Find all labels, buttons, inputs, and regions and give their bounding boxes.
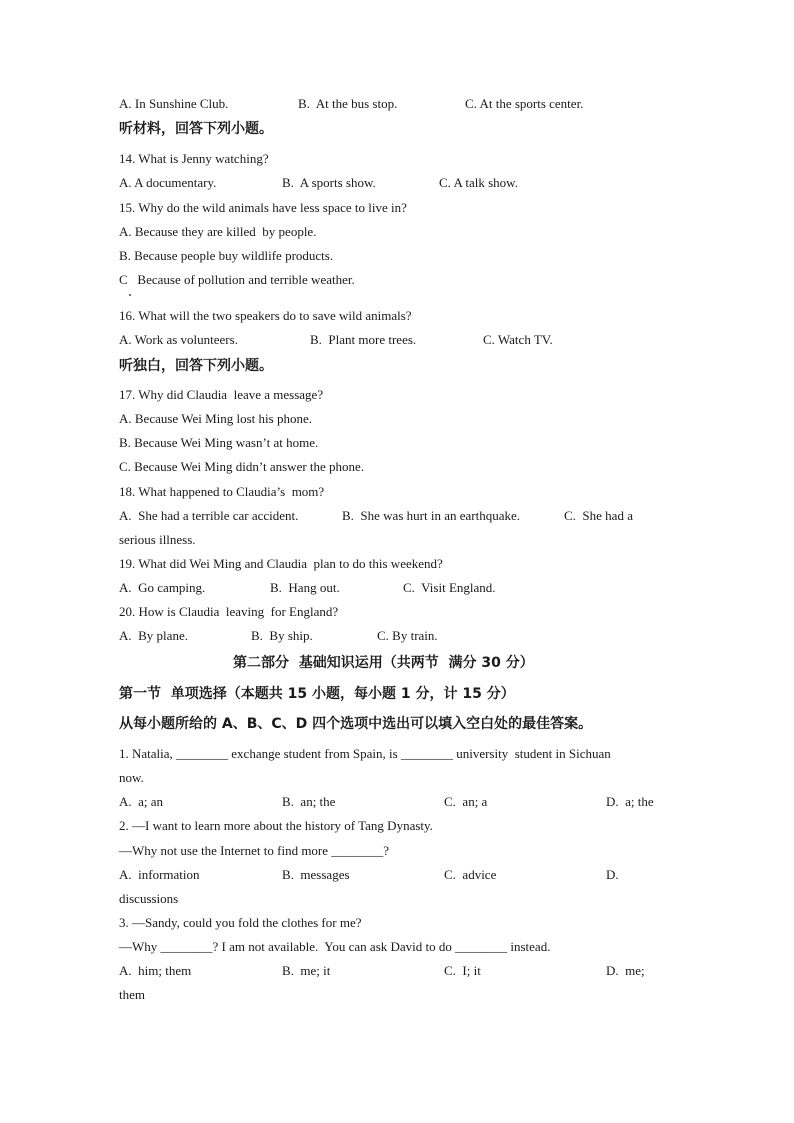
q15-option-a: A. Because they are killed by people. — [119, 224, 317, 239]
stray-dot — [129, 294, 131, 296]
q17-option-c: C. Because Wei Ming didn’t answer the phone. — [119, 459, 365, 474]
mc2-option-d: D. — [606, 867, 619, 882]
mc3-question: 3. —Sandy, could you fold the clothes for me? — [119, 915, 362, 930]
q15-option-b: B. Because people buy wildlife products. — [119, 248, 334, 263]
q14-option-a: A. A documentary. — [119, 175, 217, 190]
q18-question: 18. What happened to Claudia’s mom? — [119, 484, 325, 499]
q16-option-c: C. Watch TV. — [483, 332, 553, 347]
q20-question: 20. How is Claudia leaving for England? — [119, 604, 339, 619]
q16-option-a: A. Work as volunteers. — [119, 332, 238, 347]
q17-option-a: A. Because Wei Ming lost his phone. — [119, 411, 312, 426]
q18-option-c-continued: serious illness. — [119, 532, 196, 547]
q19-question: 19. What did Wei Ming and Claudia plan to do this weekend? — [119, 556, 443, 571]
q17-option-b: B. Because Wei Ming wasn’t at home. — [119, 435, 319, 450]
mc3-option-a: A. him; them — [119, 963, 192, 978]
mc2-option-c: C. advice — [444, 867, 497, 882]
q18-option-a: A. She had a terrible car accident. — [119, 508, 299, 523]
q13-option-b: B. At the bus stop. — [298, 96, 398, 111]
q13-option-c: C. At the sports center. — [465, 96, 584, 111]
mc2-option-d-continued: discussions — [119, 891, 179, 906]
q19-option-a: A. Go camping. — [119, 580, 206, 595]
q13-option-a: A. In Sunshine Club. — [119, 96, 229, 111]
listen-material-header: 听材料，回答下列小题。 — [119, 121, 273, 137]
q19-option-c: C. Visit England. — [403, 580, 496, 595]
q15-question: 15. Why do the wild animals have less space to live in? — [119, 200, 407, 215]
mc2-question: 2. —I want to learn more about the history of Tang Dynasty. — [119, 818, 433, 833]
mc1-option-d: D. a; the — [606, 794, 654, 809]
q17-question: 17. Why did Claudia leave a message? — [119, 387, 324, 402]
q15-option-c: C Because of pollution and terrible weather. — [119, 272, 355, 287]
q18-option-c: C. She had a — [564, 508, 633, 523]
mc1-option-a: A. a; an — [119, 794, 164, 809]
q14-option-c: C. A talk show. — [439, 175, 518, 190]
q20-option-b: B. By ship. — [251, 628, 313, 643]
mc2-option-a: A. information — [119, 867, 200, 882]
q20-option-a: A. By plane. — [119, 628, 188, 643]
mc1-question: 1. Natalia, ________ exchange student from Spain, is ________ university student in Sichuan — [119, 746, 611, 761]
mc2-option-b: B. messages — [282, 867, 350, 882]
q19-option-b: B. Hang out. — [270, 580, 340, 595]
listen-monologue-header: 听独白，回答下列小题。 — [119, 358, 273, 374]
mc3-reply: —Why ________? I am not available. You can ask David to do ________ instead. — [119, 939, 551, 954]
mc3-option-d-continued: them — [119, 987, 145, 1002]
q16-question: 16. What will the two speakers do to save wild animals? — [119, 308, 412, 323]
q14-question: 14. What is Jenny watching? — [119, 151, 269, 166]
mc3-option-b: B. me; it — [282, 963, 331, 978]
part2-title: 第二部分 基础知识运用（共两节 满分 30 分） — [233, 655, 534, 671]
section1-instruction: 从每小题所给的 A、B、C、D 四个选项中选出可以填入空白处的最佳答案。 — [119, 716, 593, 732]
mc1-option-b: B. an; the — [282, 794, 336, 809]
section1-title: 第一节 单项选择（本题共 15 小题，每小题 1 分，计 15 分） — [119, 686, 515, 702]
q18-option-b: B. She was hurt in an earthquake. — [342, 508, 520, 523]
mc2-reply: —Why not use the Internet to find more ________? — [119, 843, 390, 858]
q14-option-b: B. A sports show. — [282, 175, 376, 190]
mc1-question-continued: now. — [119, 770, 144, 785]
q20-option-c: C. By train. — [377, 628, 438, 643]
q16-option-b: B. Plant more trees. — [310, 332, 417, 347]
mc3-option-d: D. me; — [606, 963, 645, 978]
mc3-option-c: C. I; it — [444, 963, 481, 978]
mc1-option-c: C. an; a — [444, 794, 488, 809]
